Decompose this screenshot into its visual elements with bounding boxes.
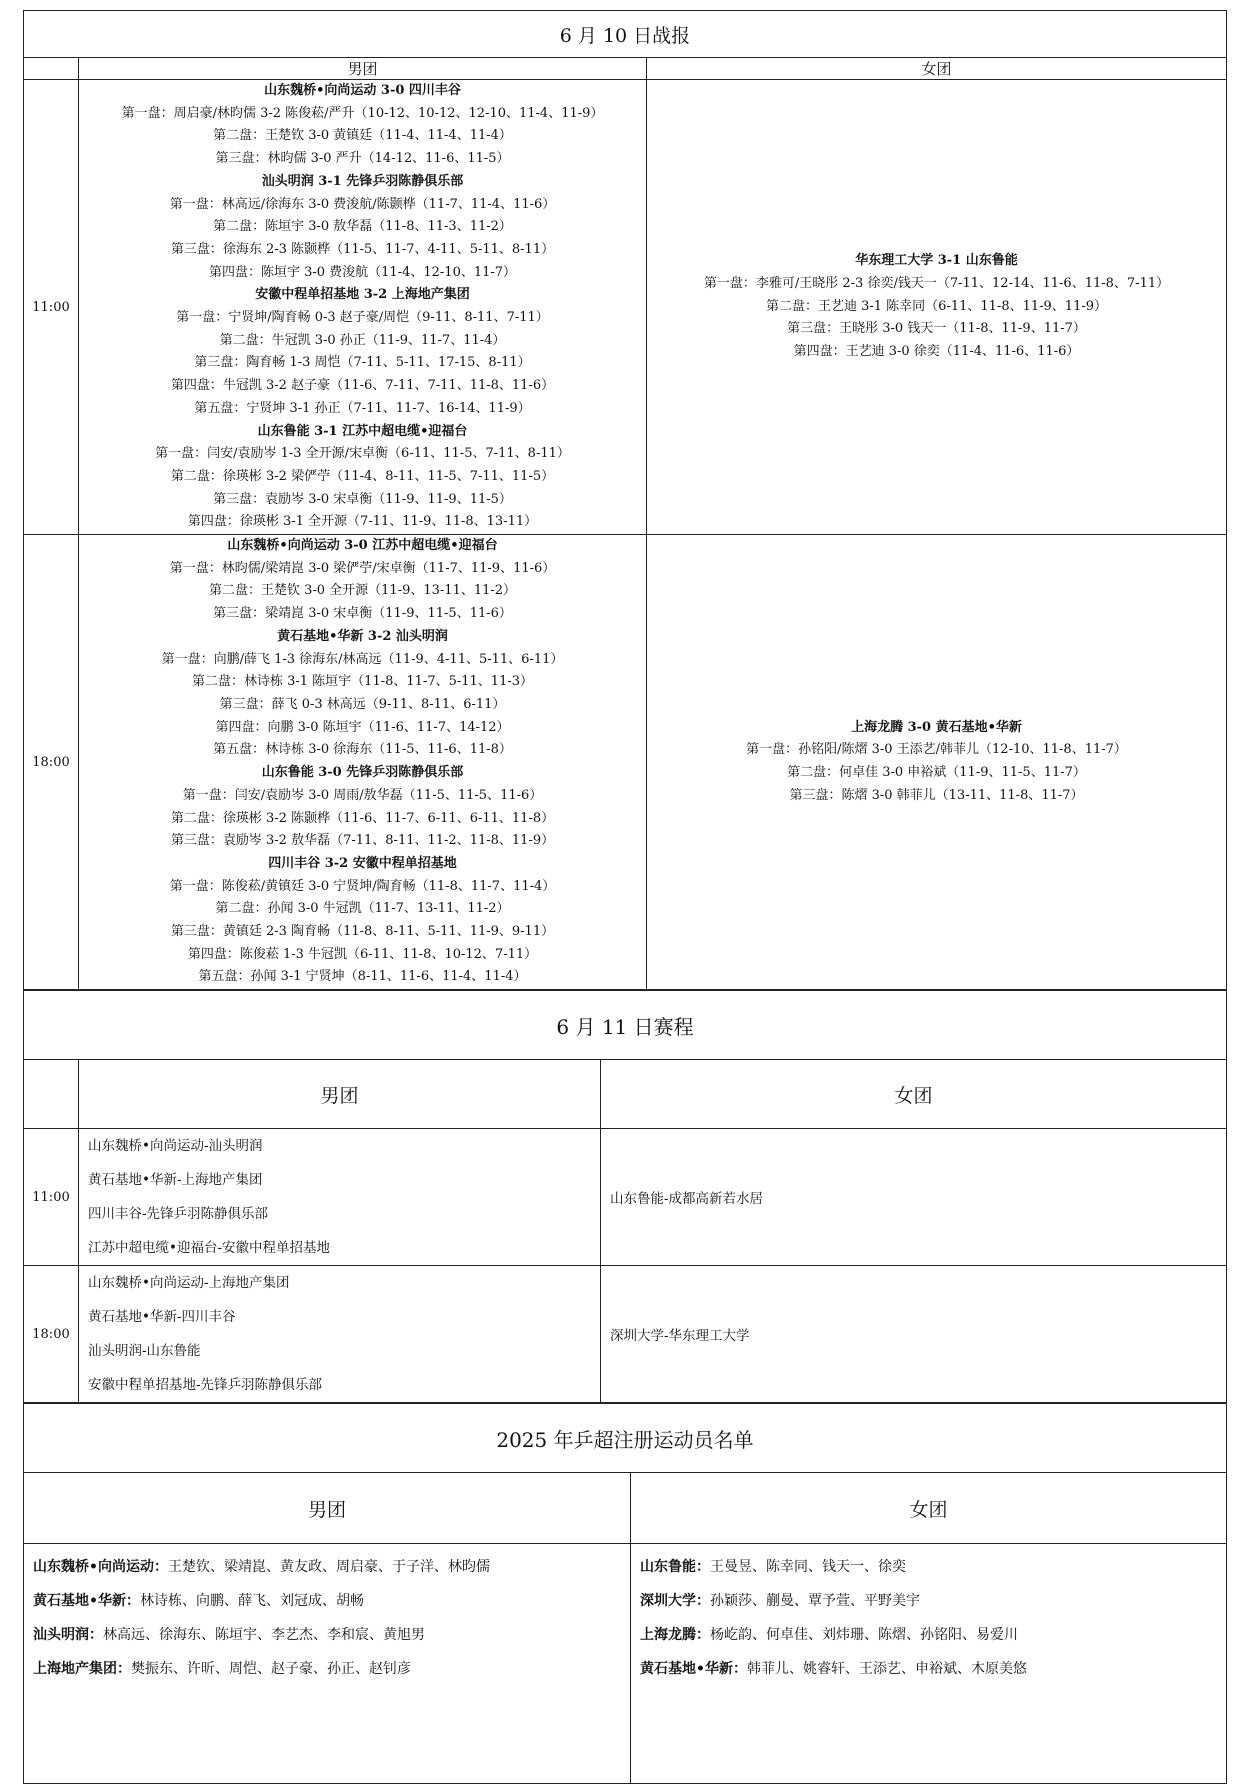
session-time: 18:00 [24, 535, 79, 990]
game-result-line: 第二盘：王楚钦 3-0 全开源（11-9、13-11、11-2） [208, 583, 517, 599]
fixture-line: 汕头明润-山东鲁能 [88, 1343, 201, 1360]
session-time: 11:00 [24, 1129, 79, 1266]
game-result-line: 第三盘：陈熠 3-0 韩菲儿（13-11、11-8、11-7） [789, 787, 1084, 803]
results-sheet [23, 10, 1227, 1784]
men-results [79, 535, 647, 990]
game-result-line: 第二盘：陈垣宇 3-0 敖华磊（11-8、11-3、11-2） [213, 219, 512, 235]
men-team-header: 男团 [79, 58, 647, 80]
fixture-line: 安徽中程单招基地-先锋乒羽陈静俱乐部 [88, 1377, 323, 1394]
game-result-line: 第二盘：王艺迪 3-1 陈幸同（6-11、11-8、11-9、11-9） [765, 298, 1108, 314]
men-team-header: 男团 [79, 1060, 601, 1129]
women-team-header: 女团 [631, 1473, 1227, 1544]
fixture-line: 山东魏桥•向尚运动-上海地产集团 [88, 1275, 290, 1292]
report-title: 6 月 10 日战报 [24, 11, 1227, 58]
game-result-line: 第三盘：林昀儒 3-0 严升（14-12、11-6、11-5） [215, 151, 510, 167]
roster-row [33, 1652, 630, 1686]
roster-team-name: 山东鲁能： [640, 1559, 710, 1576]
roster-row [640, 1652, 1226, 1686]
session-time: 18:00 [24, 1266, 79, 1403]
game-result-line: 第三盘：薛飞 0-3 林高远（9-11、8-11、6-11） [219, 696, 506, 712]
game-result-line: 第一盘：周启豪/林昀儒 3-2 陈俊菘/严升（10-12、10-12、12-10、11-4、11-9） [121, 105, 604, 121]
roster-team-name: 黄石基地•华新： [33, 1593, 140, 1610]
match-result-line: 安徽中程单招基地 3-2 上海地产集团 [255, 287, 470, 303]
roster-team-name: 山东魏桥•向尚运动： [33, 1559, 168, 1576]
roster-row [640, 1550, 1226, 1584]
game-result-line: 第三盘：袁励岑 3-2 敖华磊（7-11、8-11、11-2、11-8、11-9） [170, 833, 555, 849]
schedule-title: 6 月 11 日赛程 [24, 991, 1227, 1060]
roster-team-name: 上海地产集团： [33, 1661, 131, 1678]
match-result-line: 山东魏桥•向尚运动 3-0 江苏中超电缆•迎福台 [227, 538, 498, 554]
game-result-line: 第二盘：徐瑛彬 3-2 梁俨苧（11-4、8-11、11-5、7-11、11-5） [170, 468, 555, 484]
game-result-line: 第四盘：陈俊菘 1-3 牛冠凯（6-11、11-8、10-12、7-11） [187, 946, 538, 962]
game-result-line: 第二盘：孙闻 3-0 牛冠凯（11-7、13-11、11-2） [215, 901, 510, 917]
game-result-line: 第三盘：袁励岑 3-0 宋卓衡（11-9、11-9、11-5） [213, 491, 512, 507]
roster-title: 2025 年乒超注册运动员名单 [24, 1404, 1227, 1473]
game-result-line: 第二盘：王楚钦 3-0 黄镇廷（11-4、11-4、11-4） [213, 128, 512, 144]
game-result-line: 第四盘：牛冠凯 3-2 赵子豪（11-6、7-11、7-11、11-8、11-6） [170, 378, 555, 394]
men-team-header: 男团 [24, 1473, 631, 1544]
game-result-line: 第四盘：徐瑛彬 3-1 全开源（7-11、11-9、11-8、13-11） [187, 514, 538, 530]
match-result-line: 黄石基地•华新 3-2 汕头明润 [277, 628, 448, 644]
game-result-line: 第四盘：向鹏 3-0 陈垣宇（11-6、11-7、14-12） [215, 719, 510, 735]
game-result-line: 第五盘：林诗栋 3-0 徐海东（11-5、11-6、11-8） [213, 742, 512, 758]
roster-row [33, 1584, 630, 1618]
roster-row [33, 1618, 630, 1652]
match-result-line: 汕头明润 3-1 先锋乒羽陈静俱乐部 [261, 173, 464, 189]
game-result-line: 第一盘：闫安/袁励岑 3-0 周雨/敖华磊（11-5、11-5、11-6） [182, 787, 543, 803]
roster-players: 林高远、徐海东、陈垣宇、李艺杰、李和宸、黄旭男 [103, 1627, 425, 1644]
roster-row [33, 1550, 630, 1584]
report-table [23, 10, 1227, 990]
roster-table [23, 1403, 1227, 1784]
game-result-line: 第一盘：陈俊菘/黄镇廷 3-0 宁贤坤/陶育畅（11-8、11-7、11-4） [169, 878, 556, 894]
session-time: 11:00 [24, 80, 79, 535]
game-result-line: 第三盘：陶育畅 1-3 周恺（7-11、5-11、17-15、8-11） [194, 355, 531, 371]
game-result-line: 第二盘：牛冠凯 3-0 孙正（11-9、11-7、11-4） [219, 332, 506, 348]
women-team-header: 女团 [601, 1060, 1227, 1129]
schedule-table [23, 990, 1227, 1403]
time-header-cell [24, 58, 79, 80]
roster-players: 樊振东、许昕、周恺、赵子豪、孙正、赵钊彦 [131, 1661, 411, 1678]
game-result-line: 第五盘：宁贤坤 3-1 孙正（7-11、11-7、16-14、11-9） [194, 400, 531, 416]
game-result-line: 第一盘：向鹏/薛飞 1-3 徐海东/林高远（11-9、4-11、5-11、6-11） [161, 651, 564, 667]
game-result-line: 第一盘：林高远/徐海东 3-0 费浚航/陈颢桦（11-7、11-4、11-6） [169, 196, 556, 212]
game-result-line: 第三盘：徐海东 2-3 陈颢桦（11-5、11-7、4-11、5-11、8-11） [170, 241, 555, 257]
game-result-line: 第三盘：王晓彤 3-0 钱天一（11-8、11-9、11-7） [787, 321, 1086, 337]
match-result-line: 四川丰谷 3-2 安徽中程单招基地 [268, 855, 457, 871]
match-result-line: 山东鲁能 3-0 先锋乒羽陈静俱乐部 [261, 765, 464, 781]
game-result-line: 第一盘：宁贤坤/陶育畅 0-3 赵子豪/周恺（9-11、8-11、7-11） [176, 310, 549, 326]
men-fixtures [79, 1129, 601, 1266]
fixture-line: 山东魏桥•向尚运动-汕头明润 [88, 1138, 263, 1155]
roster-team-name: 深圳大学： [640, 1593, 710, 1610]
women-team-header: 女团 [647, 58, 1227, 80]
match-result-line: 山东魏桥•向尚运动 3-0 四川丰谷 [264, 83, 461, 98]
game-result-line: 第四盘：王艺迪 3-0 徐奕（11-4、11-6、11-6） [793, 344, 1080, 360]
roster-players: 孙颖莎、蒯曼、覃予萱、平野美宇 [710, 1593, 920, 1610]
roster-row [640, 1618, 1226, 1652]
game-result-line: 第四盘：陈垣宇 3-0 费浚航（11-4、12-10、11-7） [208, 264, 517, 280]
roster-team-name: 上海龙腾： [640, 1627, 710, 1644]
game-result-line: 第一盘：林昀儒/梁靖崑 3-0 梁俨苧/宋卓衡（11-7、11-9、11-6） [169, 560, 556, 576]
roster-players: 王楚钦、梁靖崑、黄友政、周启豪、于子洋、林昀儒 [167, 1559, 490, 1576]
roster-players: 杨屹韵、何卓佳、刘炜珊、陈熠、孙铭阳、易爱川 [710, 1627, 1018, 1644]
game-result-line: 第五盘：孙闻 3-1 宁贤坤（8-11、11-6、11-4、11-4） [198, 969, 527, 985]
game-result-line: 第二盘：徐瑛彬 3-2 陈颢桦（11-6、11-7、6-11、6-11、11-8） [170, 810, 555, 826]
fixture-line: 黄石基地•华新-四川丰谷 [88, 1309, 236, 1326]
men-roster [24, 1544, 631, 1784]
match-result-line: 华东理工大学 3-1 山东鲁能 [855, 253, 1018, 269]
men-fixtures [79, 1266, 601, 1403]
roster-team-name: 汕头明润： [33, 1627, 103, 1644]
women-roster [631, 1544, 1227, 1784]
roster-team-name: 黄石基地•华新： [640, 1661, 747, 1678]
roster-row [640, 1584, 1226, 1618]
women-results [647, 535, 1227, 990]
match-result-line: 上海龙腾 3-0 黄石基地•华新 [851, 719, 1022, 735]
match-result-line: 山东鲁能 3-1 江苏中超电缆•迎福台 [257, 423, 468, 439]
fixture-line: 黄石基地•华新-上海地产集团 [88, 1172, 263, 1189]
game-result-line: 第一盘：孙铭阳/陈熠 3-0 王添艺/韩菲儿（12-10、11-8、11-7） [746, 742, 1127, 758]
game-result-line: 第一盘：李雅可/王晓彤 2-3 徐奕/钱天一（7-11、12-14、11-6、11-8、7-11） [703, 275, 1170, 291]
roster-players: 林诗栋、向鹏、薛飞、刘冠成、胡畅 [139, 1593, 364, 1610]
game-result-line: 第二盘：何卓佳 3-0 申裕斌（11-9、11-5、11-7） [787, 765, 1086, 781]
roster-players: 韩菲儿、姚睿轩、王添艺、申裕斌、木原美悠 [746, 1661, 1027, 1678]
men-results [79, 80, 647, 535]
game-result-line: 第一盘：闫安/袁励岑 1-3 全开源/宋卓衡（6-11、11-5、7-11、8-11） [155, 446, 570, 462]
roster-players: 王曼昱、陈幸同、钱天一、徐奕 [710, 1559, 906, 1576]
women-fixture: 山东鲁能-成都高新若水居 [601, 1129, 1227, 1266]
game-result-line: 第二盘：林诗栋 3-1 陈垣宇（11-8、11-7、5-11、11-3） [191, 674, 534, 690]
game-result-line: 第三盘：黄镇廷 2-3 陶育畅（11-8、8-11、5-11、11-9、9-11） [170, 924, 555, 940]
women-fixture: 深圳大学-华东理工大学 [601, 1266, 1227, 1403]
game-result-line: 第三盘：梁靖崑 3-0 宋卓衡（11-9、11-5、11-6） [213, 606, 512, 622]
fixture-line: 江苏中超电缆•迎福台-安徽中程单招基地 [88, 1240, 331, 1257]
time-header-cell [24, 1060, 79, 1129]
fixture-line: 四川丰谷-先锋乒羽陈静俱乐部 [88, 1206, 269, 1223]
women-results [647, 80, 1227, 535]
